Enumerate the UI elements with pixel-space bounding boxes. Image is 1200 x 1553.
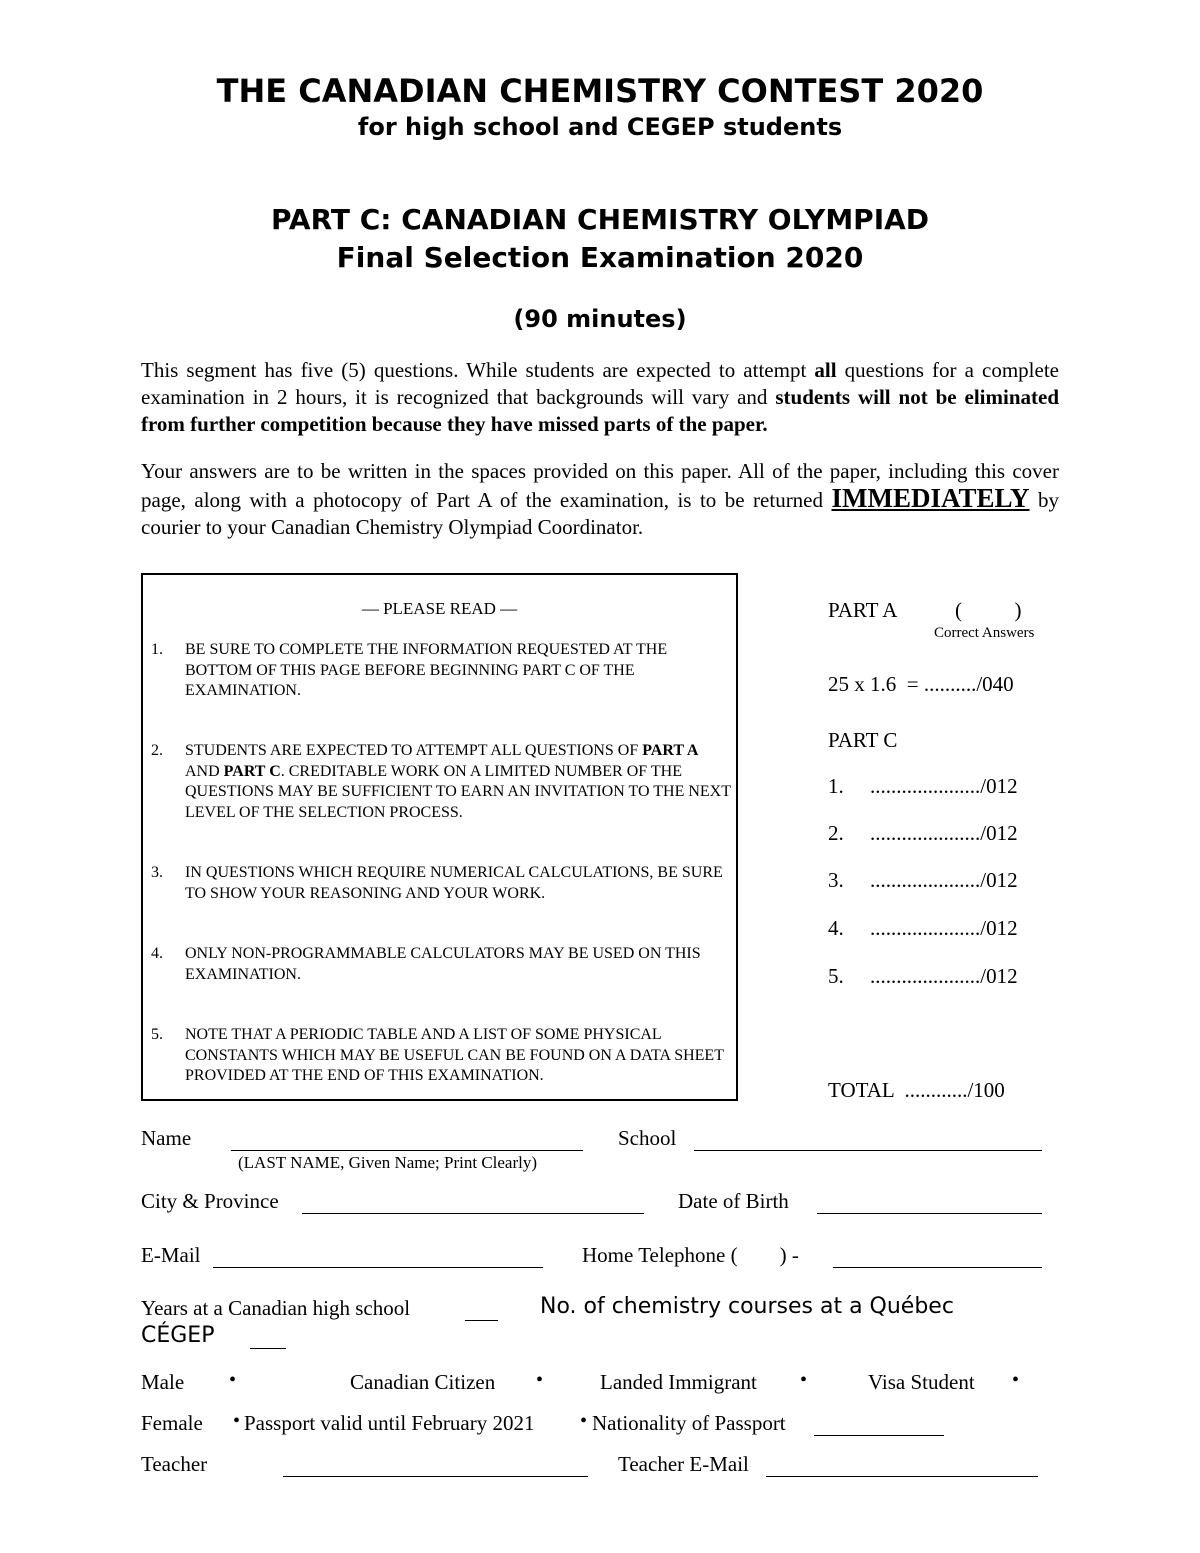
male-label: Male: [141, 1370, 185, 1394]
part-a-score[interactable]: 25 x 1.6 = ........../040: [828, 672, 1014, 696]
teacher-label: Teacher: [141, 1452, 208, 1476]
teacher-field[interactable]: [283, 1476, 588, 1477]
question-5-num: 5.: [828, 964, 844, 988]
contest-subtitle: for high school and CEGEP students: [357, 113, 843, 141]
school-label: School: [618, 1126, 677, 1150]
school-field[interactable]: [694, 1150, 1042, 1151]
instruction-item-3: 3. IN QUESTIONS WHICH REQUIRE NUMERICAL CALCULATIONS, BE SURE TO SHOW YOUR REASONING AND YOUR WORK.: [151, 864, 723, 902]
landed-immigrant-label: Landed Immigrant: [600, 1370, 757, 1394]
passport-valid-checkbox[interactable]: •: [580, 1410, 588, 1432]
part-a-bracket: ( ): [955, 598, 1022, 622]
visa-student-label: Visa Student: [868, 1370, 975, 1394]
question-5-score[interactable]: ...................../012: [870, 964, 1018, 988]
total-score[interactable]: TOTAL ............/100: [828, 1078, 1005, 1102]
home-telephone-field[interactable]: [833, 1267, 1042, 1268]
please-read-box: [141, 573, 738, 1101]
cegep-courses-field[interactable]: [250, 1348, 286, 1349]
years-canadian-school-field[interactable]: [465, 1320, 498, 1321]
female-checkbox[interactable]: •: [233, 1410, 241, 1432]
exam-duration: (90 minutes): [513, 305, 687, 333]
teacher-email-field[interactable]: [766, 1476, 1038, 1477]
correct-answers-label: Correct Answers: [934, 625, 1035, 641]
question-3-score[interactable]: ...................../012: [870, 868, 1018, 892]
instruction-item-5: 5. NOTE THAT A PERIODIC TABLE AND A LIST OF SOME PHYSICAL CONSTANTS WHICH MAY BE USEFUL CAN BE FOUND ON A DATA SHEET PROVIDED AT THE END OF THIS EXAMINATION.: [151, 1026, 724, 1084]
city-province-field[interactable]: [302, 1213, 644, 1214]
cegep-label: CÉGEP: [141, 1323, 215, 1348]
question-1-score[interactable]: ...................../012: [870, 774, 1018, 798]
exam-title: Final Selection Examination 2020: [336, 241, 864, 274]
intro-paragraph-1: This segment has five (5) questions. While students are expected to attempt all questions for a complete examination in 2 hours, it is recognized that backgrounds will vary and students will not be eliminated from further competition because they have missed parts of the paper.: [141, 358, 1059, 436]
nationality-label: Nationality of Passport: [592, 1411, 786, 1435]
date-of-birth-field[interactable]: [817, 1213, 1042, 1214]
intro-paragraph-2: Your answers are to be written in the spaces provided on this paper. All of the paper, including this cover page, along with a photocopy of Part A of the examination, is to be returned IMMEDIATELY by courier to your Canadian Chemistry Olympiad Coordinator.: [141, 459, 1059, 539]
canadian-citizen-label: Canadian Citizen: [350, 1370, 496, 1394]
male-checkbox[interactable]: •: [229, 1369, 237, 1391]
years-canadian-school-label: Years at a Canadian high school: [141, 1296, 411, 1320]
question-2-score[interactable]: ...................../012: [870, 821, 1018, 845]
please-read-title: — PLEASE READ —: [361, 599, 518, 618]
instruction-item-2: 2. STUDENTS ARE EXPECTED TO ATTEMPT ALL QUESTIONS OF PART A AND PART C. CREDITABLE WORK ON A LIMITED NUMBER OF THE QUESTIONS MAY BE SUFFICIENT TO EARN AN INVITATION TO THE NEXT LEVEL OF THE SELECTION PROCESS.: [151, 742, 731, 821]
landed-immigrant-checkbox[interactable]: •: [800, 1369, 808, 1391]
nationality-field[interactable]: [814, 1435, 944, 1436]
canadian-citizen-checkbox[interactable]: •: [536, 1369, 544, 1391]
email-label: E-Mail: [141, 1243, 201, 1267]
immediately-emphasis: IMMEDIATELY: [831, 483, 1030, 513]
name-label: Name: [141, 1126, 192, 1150]
question-2-num: 2.: [828, 821, 844, 845]
question-4-score[interactable]: ...................../012: [870, 916, 1018, 940]
passport-valid-label: Passport valid until February 2021: [244, 1411, 535, 1435]
question-4-num: 4.: [828, 916, 844, 940]
city-province-label: City & Province: [141, 1189, 279, 1213]
instruction-item-1: 1. BE SURE TO COMPLETE THE INFORMATION REQUESTED AT THE BOTTOM OF THIS PAGE BEFORE BEGINNING PART C OF THE EXAMINATION.: [151, 641, 668, 699]
part-c-label: PART C: [828, 728, 898, 752]
question-1-num: 1.: [828, 774, 844, 798]
part-title: PART C: CANADIAN CHEMISTRY OLYMPIAD: [270, 203, 930, 236]
cegep-courses-label: No. of chemistry courses at a Québec: [540, 1294, 954, 1319]
home-telephone-label: Home Telephone ( ) -: [582, 1243, 799, 1267]
contest-title: THE CANADIAN CHEMISTRY CONTEST 2020: [216, 72, 984, 110]
email-field[interactable]: [213, 1267, 543, 1268]
question-3-num: 3.: [828, 868, 844, 892]
teacher-email-label: Teacher E-Mail: [618, 1452, 749, 1476]
instruction-item-4: 4. ONLY NON-PROGRAMMABLE CALCULATORS MAY BE USED ON THIS EXAMINATION.: [151, 945, 701, 983]
date-of-birth-label: Date of Birth: [678, 1189, 789, 1213]
female-label: Female: [141, 1411, 203, 1435]
name-field[interactable]: [231, 1150, 583, 1151]
visa-student-checkbox[interactable]: •: [1012, 1369, 1020, 1391]
name-hint: (LAST NAME, Given Name; Print Clearly): [238, 1153, 538, 1172]
part-a-label: PART A: [828, 598, 898, 622]
